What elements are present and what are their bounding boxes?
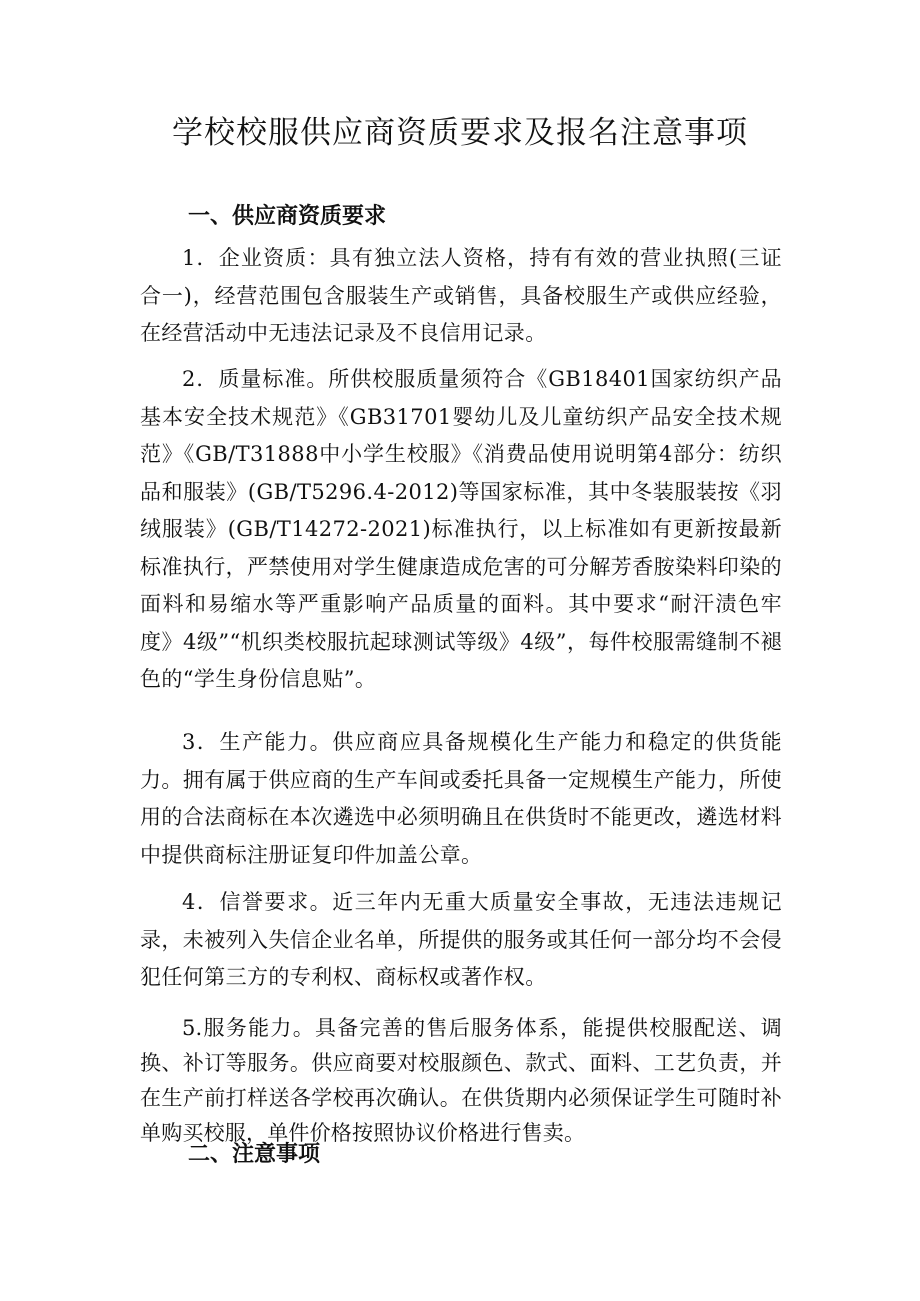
paragraph-quality-standards: 2．质量标准。所供校服质量须符合《GB18401国家纺织产品基本安全技术规范》《GB31701婴幼儿及儿童纺织产品安全技术规范》《GB/T31888中小学生校服》《消费品使用说明第4部分：纺织品和服装》(GB/T5296.4-2012)等国家标准，其中冬装服装按《羽绒服装》(GB/T14272-2021)标准执行，以上标准如有更新按最新标准执行，严禁使用对学生健康造成危害的可分解芳香胺染料印染的面料和易缩水等严重影响产品质量的面料。其中要求“耐汗渍色牢度》4级”“机织类校服抗起球测试等级》4级”，每件校服需缝制不褪色的“学生身份信息贴”。 — [140, 367, 782, 691]
section-heading-qualifications: 一、供应商资质要求 — [188, 204, 387, 229]
paragraph-production-capacity: 3．生产能力。供应商应具备规模化生产能力和稳定的供货能力。拥有属于供应商的生产车间或委托具备一定规模生产能力，所使用的合法商标在本次遴选中必须明确且在供货时不能更改，遴选材料中提供商标注册证复印件加盖公章。 — [140, 730, 782, 867]
document-title: 学校校服供应商资质要求及报名注意事项 — [172, 115, 748, 151]
paragraph-service-capability: 5.服务能力。具备完善的售后服务体系，能提供校服配送、调换、补订等服务。供应商要对校服颜色、款式、面料、工艺负责，并在生产前打样送各学校再次确认。在供货期内必须保证学生可随时补单购买校服，单件价格按照协议价格进行售卖。 — [140, 1016, 782, 1145]
paragraph-reputation-requirements: 4．信誉要求。近三年内无重大质量安全事故，无违法违规记录，未被列入失信企业名单，所提供的服务或其任何一部分均不会侵犯任何第三方的专利权、商标权或著作权。 — [140, 890, 782, 989]
paragraph-enterprise-qualification: 1．企业资质：具有独立法人资格，持有有效的营业执照(三证合一)，经营范围包含服装生产或销售，具备校服生产或供应经验，在经营活动中无违法记录及不良信用记录。 — [140, 246, 782, 345]
section-heading-notes: 二、注意事项 — [188, 1142, 321, 1167]
